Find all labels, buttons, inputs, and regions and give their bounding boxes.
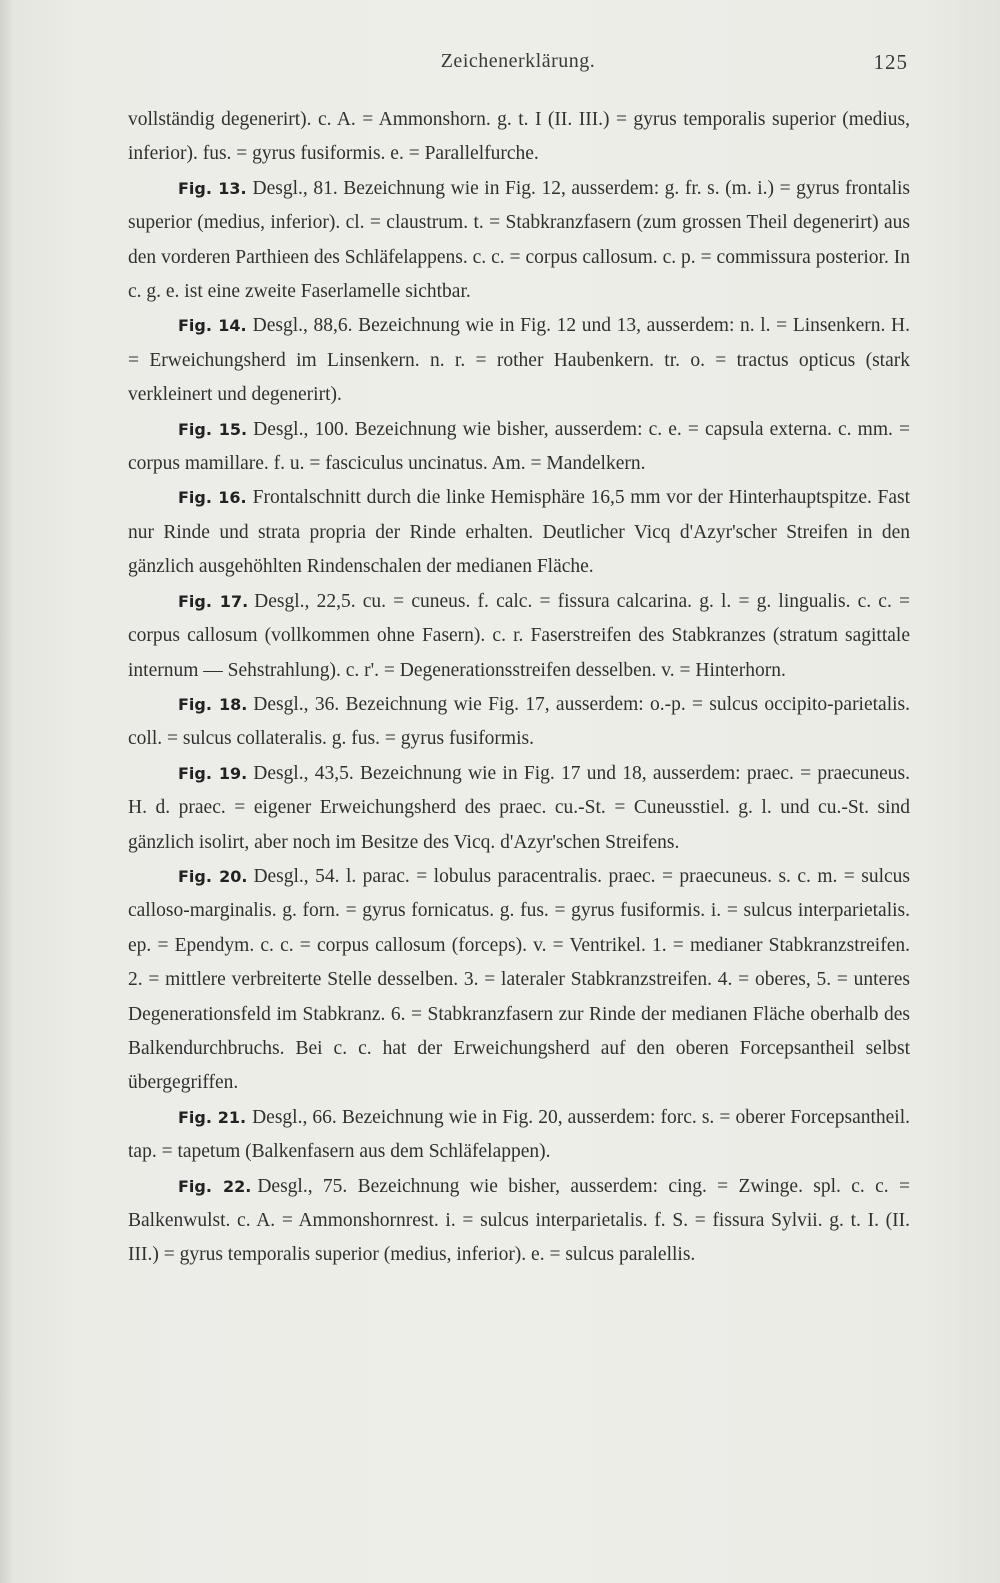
paragraph-fig-20: Fig. 20. Desgl., 54. l. parac. = lobulus paracentralis. praec. = praecuneus. s. c. m. = sulcus calloso-marginalis. g. forn. = gyrus fornicatus. g. fus. = gyrus fusiformis. i. = sulcus interparietalis. ep. = Ependym. c. c. = corpus callosum (forceps). v. = Ventrikel. 1. = medianer Stabkranzstreifen. 2. = mittlere verbreiterte Stelle desselben. 3. = lateraler Stabkranzstreifen. 4. = oberes, 5. = unteres Degenerationsfeld im Stabkranz. 6. = Stabkranzfasern zur Rinde der medianen Fläche oberhalb des Balkendurchbruchs. Bei c. c. hat der Erweichungsherd auf den oberen Forcepsantheil selbst übergegriffen. [128,865,911,1094]
fig-label: Fig. 18. [178,694,248,714]
page-number: 125 [873,50,908,74]
paragraph-fig-19: Fig. 19. Desgl., 43,5. Bezeichnung wie in Fig. 17 und 18, ausserdem: praec. = praecuneus. H. d. praec. = eigener Erweichungsherd des praec. cu.-St. = Cuneusstiel. g. l. und cu.-St. sind gänzlich isolirt, aber noch im Besitze des Vicq. d'Azyr'schen Streifens. [128,762,910,853]
paragraph-continuation: vollständig degenerirt). c. A. = Ammonshorn. g. t. I (II. III.) = gyrus temporalis superior (medius, inferior). fus. = gyrus fusiformis. e. = Parallelfurche. [128,109,910,165]
figure-legend-text [128,103,910,1273]
fig-label: Fig. 20. [178,866,248,886]
paragraph-fig-18: Fig. 18. Desgl., 36. Bezeichnung wie Fig. 17, ausserdem: o.-p. = sulcus occipito-parietalis. coll. = sulcus collateralis. g. fus. = gyrus fusiformis. [128,693,911,750]
paragraph-fig-16: Fig. 16. Frontalschnitt durch die linke Hemisphäre 16,5 mm vor der Hinterhauptspitze. Fast nur Rinde und strata propria der Rinde erhalten. Deutlicher Vicq d'Azyr'scher Streifen in den gänzlich ausgehöhlten Rindenschalen der medianen Fläche. [128,487,910,578]
paragraph-fig-15: Fig. 15. Desgl., 100. Bezeichnung wie bisher, ausserdem: c. e. = capsula externa. c. mm. = corpus mamillare. f. u. = fasciculus uncinatus. Am. = Mandelkern. [128,418,910,475]
paragraph-fig-14: Fig. 14. Desgl., 88,6. Bezeichnung wie in Fig. 12 und 13, ausserdem: n. l. = Linsenkern. H. = Erweichungsherd im Linsenkern. n. r. = rother Haubenkern. tr. o. = tractus opticus (stark verkleinert und degenerirt). [128,315,910,406]
fig-label: Fig. 21. [178,1107,247,1127]
fig-label: Fig. 22. [178,1176,252,1196]
fig-label: Fig. 15. [178,419,248,439]
paragraph-fig-22: Fig. 22. Desgl., 75. Bezeichnung wie bisher, ausserdem: cing. = Zwinge. spl. c. c. = Balkenwulst. c. A. = Ammonshornrest. i. = sulcus interparietalis. f. S. = fissura Sylvii. g. t. I. (II. III.) = gyrus temporalis superior (medius, inferior). e. = sulcus paralellis. [128,1175,910,1266]
fig-label: Fig. 14. [178,316,247,336]
fig-label: Fig. 13. [178,178,247,198]
paragraph-fig-17: Fig. 17. Desgl., 22,5. cu. = cuneus. f. calc. = fissura calcarina. g. l. = g. lingualis. c. c. = corpus callosum (vollkommen ohne Fasern). c. r. Faserstreifen des Stabkranzes (stratum sagittale internum — Sehstrahlung). c. r'. = Degenerationsstreifen desselben. v. = Hinterhorn. [128,590,910,681]
running-title: Zeichenerklärung. [440,50,596,72]
paragraph-fig-13: Fig. 13. Desgl., 81. Bezeichnung wie in Fig. 12, ausserdem: g. fr. s. (m. i.) = gyrus frontalis superior (medius, inferior). cl. = claustrum. t. = Stabkranzfasern (zum grossen Theil degenerirt) aus den vorderen Parthieen des Schläfelappens. c. c. = corpus callosum. c. p. = commissura posterior. In c. g. e. ist eine zweite Faserlamelle sichtbar. [128,177,911,303]
page-binding-edge [0,0,14,1583]
page-header [128,50,908,82]
fig-label: Fig. 19. [178,763,248,783]
fig-label: Fig. 17. [178,591,249,611]
paragraph-fig-21: Fig. 21. Desgl., 66. Bezeichnung wie in Fig. 20, ausserdem: forc. s. = oberer Forcepsantheil. tap. = tapetum (Balkenfasern aus dem Schläfelappen). [128,1106,911,1163]
fig-label: Fig. 16. [178,488,247,508]
